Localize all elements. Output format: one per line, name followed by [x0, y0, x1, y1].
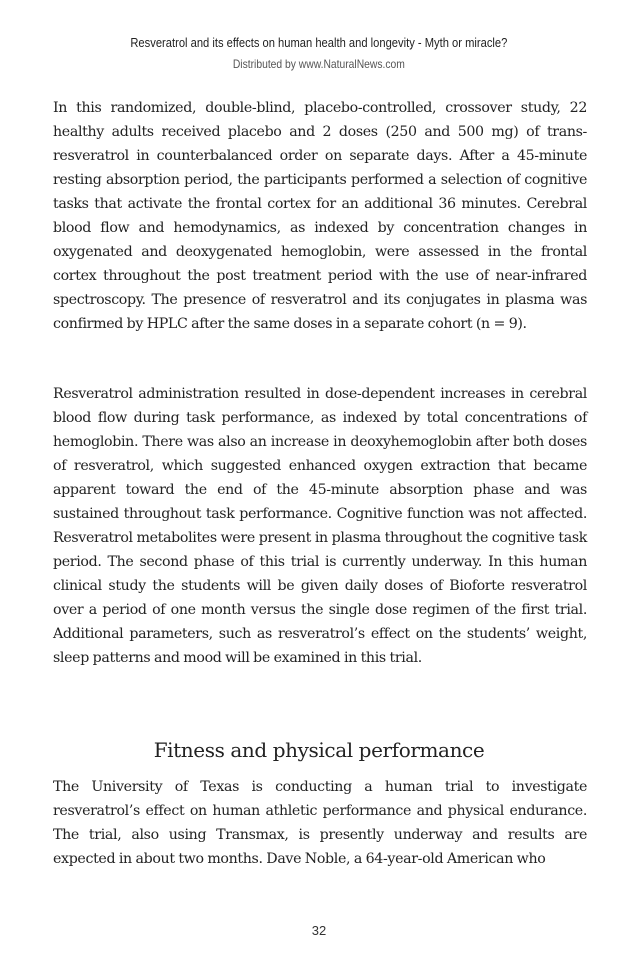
distributor-line: Distributed by www.NaturalNews.com — [232, 57, 405, 71]
paragraph-study-design: In this randomized, double-blind, placebo-controlled, crossover study, 22 healthy adults received placebo and 2 doses (250 and 500 mg) of trans-resveratrol in counterbalanced order on separate days. After a 45-minute resting absorption period, the participants performed a selection of cognitive tasks that activate the frontal cortex for an additional 36 minutes. Cerebral blood flow and hemodynamics, as indexed by concentration changes in oxygenated and deoxygenated hemoglobin, were assessed in the frontal cortex throughout the post treatment period with the use of near-infrared spectroscopy. The presence of resveratrol and its conjugates in plasma was confirmed by HPLC after the same doses in a separate cohort (n = 9). — [53, 100, 587, 332]
page-number: 32 — [311, 923, 327, 938]
paragraph-study-results: Resveratrol administration resulted in dose-dependent increases in cerebral blood flow during task performance, as indexed by total concentrations of hemoglobin. There was also an increase in deoxyhemoglobin after both doses of resveratrol, which suggested enhanced oxygen extraction that became apparent toward the end of the 45-minute absorption phase and was sustained throughout task performance. Cognitive function was not affected. Resveratrol metabolites were present in plasma throughout the cognitive task period. The second phase of this trial is currently underway. In this human clinical study the students will be given daily doses of Bioforte resveratrol over a period of one month versus the single dose regimen of the first trial. Additional parameters, such as resveratrol’s effect on the students’ weight, sleep patterns and mood will be examined in this trial. — [53, 386, 587, 666]
section-heading-fitness: Fitness and physical performance — [153, 738, 485, 762]
running-header-title: Resveratrol and its effects on human health and longevity - Myth or miracle? — [130, 35, 508, 50]
paragraph-fitness-trial: The University of Texas is conducting a human trial to investigate resveratrol’s effect on human athletic performance and physical endurance. The trial, also using Transmax, is presently underway and results are expected in about two months. Dave Noble, a 64-year-old American who — [53, 779, 587, 867]
